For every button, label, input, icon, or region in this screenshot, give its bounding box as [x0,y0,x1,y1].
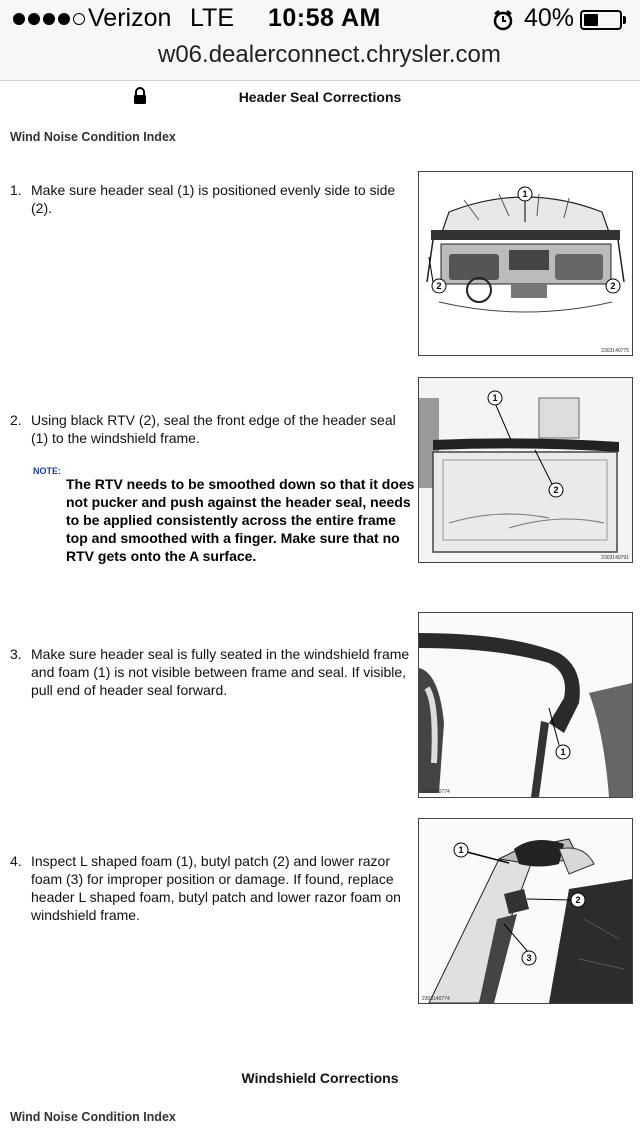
battery-tip [623,16,626,24]
battery-percent: 40% [524,4,575,32]
jeep-interior-illustration [419,172,632,355]
windshield-frame-illustration [419,378,632,562]
figure-foam-visibility[interactable] [418,612,633,798]
signal-strength-icon [13,13,85,25]
callout-2: 2 [553,485,559,495]
callout-3: 3 [526,953,532,963]
callout-2-right: 2 [610,281,616,291]
step-text: Make sure header seal (1) is positioned evenly side to side (2). [31,182,396,216]
callout-1: 1 [522,189,528,199]
address-bar[interactable] [0,40,640,81]
step-2 [10,411,410,447]
note-text: The RTV needs to be smoothed down so that it does not pucker and push against the header seal, needs to be applied consistently across the entire frame top and smoothed with a finger. Make sure that no RTV gets onto the A surface. [66,476,415,564]
a-pillar-illustration [419,819,632,1003]
figure-rtv-seal[interactable] [418,377,633,563]
figure-id: 2303140791 [601,555,629,561]
step-number: 2. [10,412,22,428]
url-text[interactable]: w06.dealerconnect.chrysler.com [158,41,501,68]
page-title: Header Seal Corrections [238,89,402,105]
figure-id: 2303140775 [601,348,629,354]
callout-1: 1 [560,747,566,757]
figure-id: 2303140774 [422,789,450,795]
network-type: LTE [190,4,234,32]
step-number: 4. [10,853,22,869]
figure-id: 2303140774 [422,996,450,1002]
note-label: NOTE: [33,466,61,476]
step-text: Make sure header seal is fully seated in the windshield frame and foam (1) is not visible between frame and seal. If visible, pull end of header seal forward. [31,646,410,698]
alarm-icon [492,9,514,31]
status-bar [0,0,640,40]
callout-1: 1 [492,393,498,403]
step-text: Using black RTV (2), seal the front edge of the header seal (1) to the windshield frame. [31,412,396,446]
callout-1: 1 [458,845,464,855]
step-text: Inspect L shaped foam (1), butyl patch (2) and lower razor foam (3) for improper position or damage. If found, replace header L shaped foam, butyl patch and lower razor foam on windshield frame. [31,853,401,923]
seal-corner-illustration [419,613,632,797]
section-title: Windshield Corrections [241,1070,399,1086]
figure-foam-patch-inspection[interactable] [418,818,633,1004]
step-number: 1. [10,182,22,198]
battery-icon [580,10,622,30]
step-3 [10,645,418,699]
index-link[interactable]: Wind Noise Condition Index [10,130,176,144]
step-number: 3. [10,646,22,662]
callout-2-left: 2 [436,281,442,291]
carrier-name: Verizon [88,4,172,32]
figure-header-seal-position[interactable] [418,171,633,356]
step-1 [10,181,410,217]
clock: 10:58 AM [268,4,381,32]
index-link-2[interactable]: Wind Noise Condition Index [10,1110,176,1124]
callout-2: 2 [575,895,581,905]
step-4 [10,852,412,924]
